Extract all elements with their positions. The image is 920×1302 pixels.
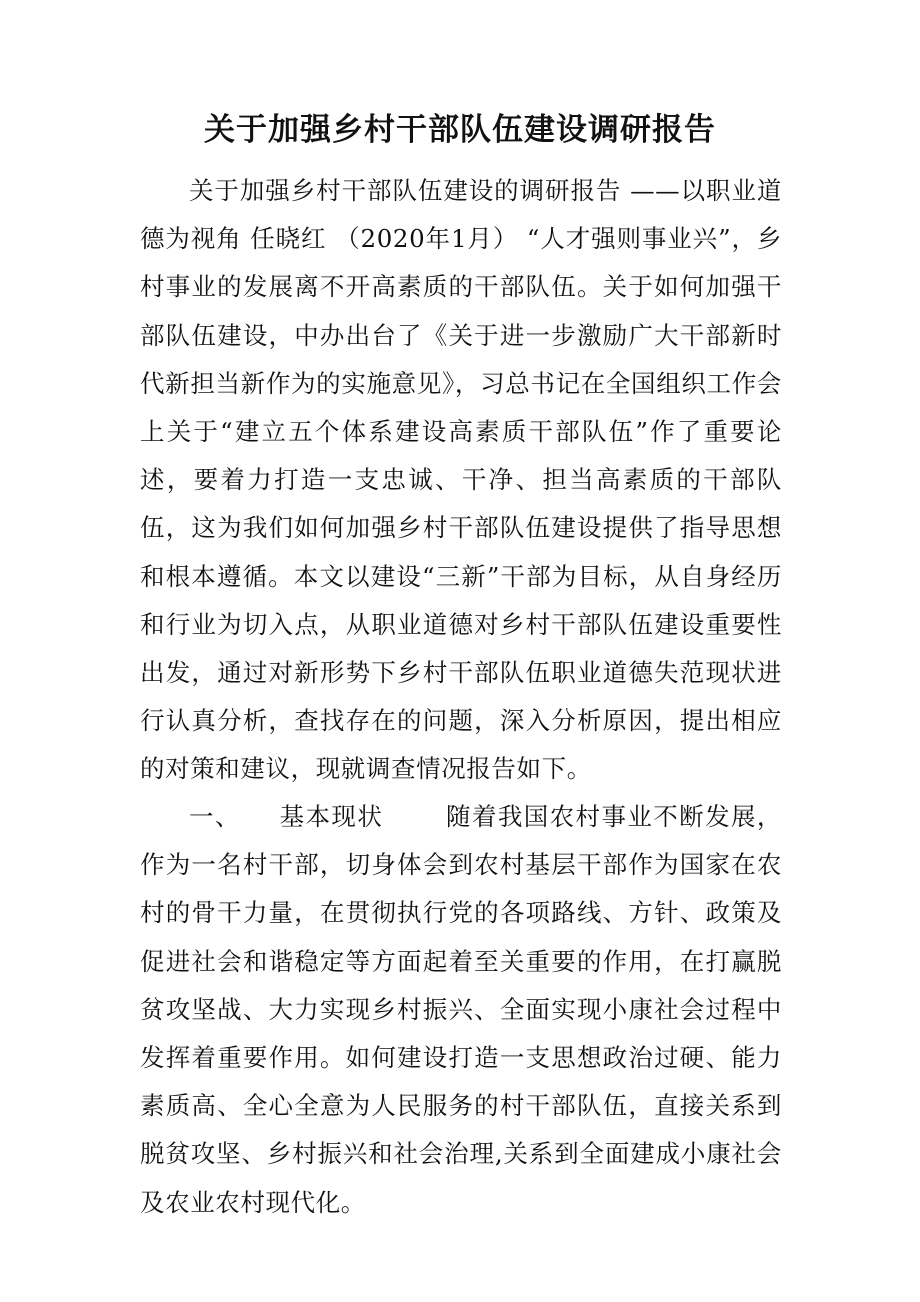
basic-status-paragraph (140, 793, 782, 1227)
intro-paragraph: 关于加强乡村干部队伍建设的调研报告 ——以职业道德为视角 任晓红 （2020年1月） “人才强则事业兴”，乡村事业的发展离不开高素质的干部队伍。关于如何加强干部队伍建设，中办出台了《关于进一步激励广大干部新时代新担当新作为的实施意见》，习总书记在全国组织工作会上关于“建立五个体系建设高素质干部队伍”作了重要论述，要着力打造一支忠诚、干净、担当高素质的干部队伍，这为我们如何加强乡村干部队伍建设提供了指导思想和根本遵循。本文以建设“三新”干部为目标，从自身经历和行业为切入点，从职业道德对乡村干部队伍建设重要性出发，通过对新形势下乡村干部队伍职业道德失范现状进行认真分析，查找存在的问题，深入分析原因，提出相应的对策和建议，现就调查情况报告如下。 (140, 176, 782, 784)
section-number: 一、 (189, 802, 241, 831)
section-body: 随着我国农村事业不断发展，作为一名村干部，切身体会到农村基层干部作为国家在农村的骨干力量，在贯彻执行党的各项路线、方针、政策及促进社会和谐稳定等方面起着至关重要的作用，在打赢脱贫攻坚战、大力实现乡村振兴、全面实现小康社会过程中发挥着重要作用。如何建设打造一支思想政治过硬、能力素质高、全心全意为人民服务的村干部队伍，直接关系到脱贫攻坚、乡村振兴和社会治理,关系到全面建成小康社会及农业农村现代化。 (140, 802, 782, 1217)
document-title: 关于加强乡村干部队伍建设调研报告 (204, 112, 716, 148)
section-heading: 基本现状 (278, 802, 384, 831)
